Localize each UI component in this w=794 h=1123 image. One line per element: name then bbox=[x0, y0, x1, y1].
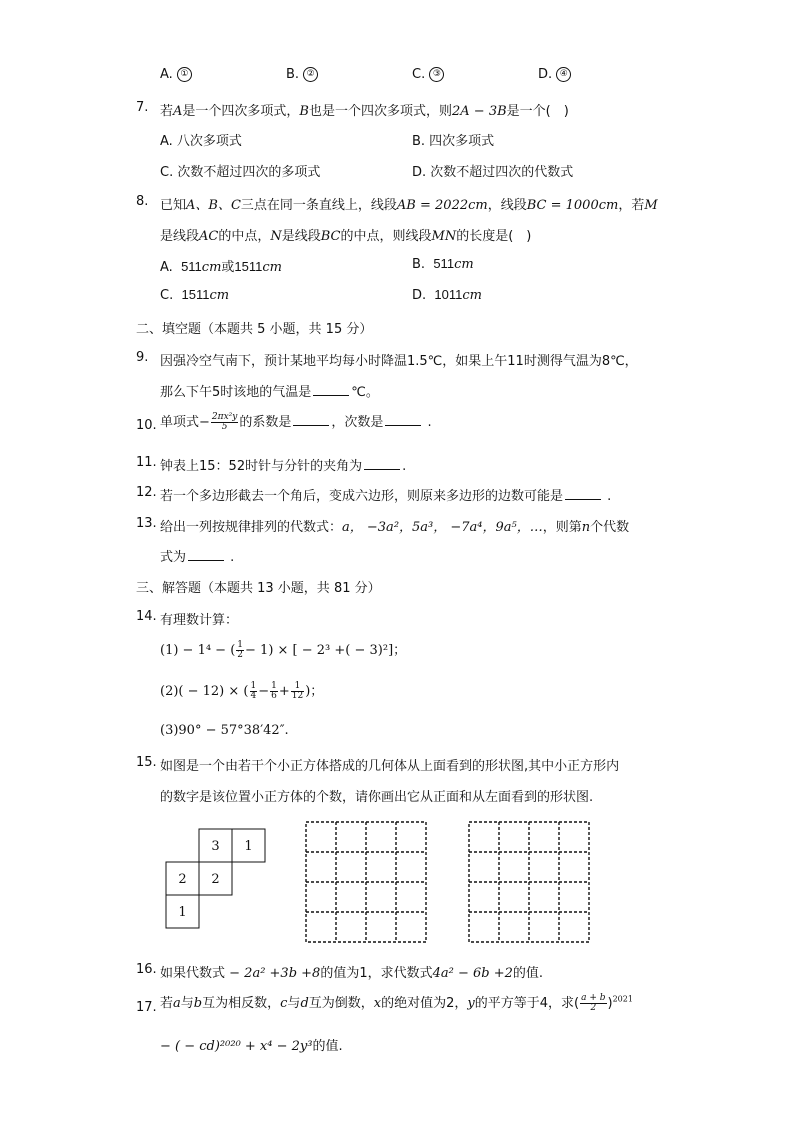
q7-option-b: B. 四次多项式 bbox=[412, 134, 495, 149]
q17-stem-line1: 若a与b互为相反数，c与d互为倒数，x的绝对值为2，y的平方等于4，求( $\frac{a + b}{2}$ )$^{2021}$ bbox=[160, 993, 633, 1013]
q10-fraction: $\frac{\text{2πx²y}}{5}$ bbox=[211, 412, 238, 432]
q11-number: 11. bbox=[136, 455, 157, 470]
q10-stem: 单项式− $\frac{\text{2πx²y}}{5}$ 的系数是 ，次数是 . bbox=[160, 412, 432, 432]
q9-answer-blank[interactable] bbox=[313, 383, 349, 396]
q10-number: 10. bbox=[136, 418, 157, 433]
q9-stem-line1: 因强冷空气南下，预计某地平均每小时降温1.5℃，如果上午11时测得气温为8℃， bbox=[160, 354, 638, 369]
q6-option-a: A. ① bbox=[160, 67, 192, 82]
q9-number: 9. bbox=[136, 350, 149, 365]
q16-stem: 如果代数式 − 2a² +3b +8的值为1，求代数式4a² − 6b +2的值. bbox=[160, 966, 544, 981]
q15-number: 15. bbox=[136, 755, 157, 770]
q6-option-b: B. ② bbox=[286, 67, 318, 82]
cell-r0c1-value: 3 bbox=[211, 839, 220, 854]
section-solution-heading: 三、解答题（本题共 13 小题，共 81 分） bbox=[136, 581, 381, 596]
q15-front-view-grid[interactable] bbox=[305, 821, 429, 945]
q6-option-d: D. ④ bbox=[538, 67, 571, 82]
q12-stem: 若一个多边形截去一个角后，变成六边形，则原来多边形的边数可能是 . bbox=[160, 489, 612, 504]
q7-option-c: C. 次数不超过四次的多项式 bbox=[160, 165, 321, 180]
cell-r1c0-value: 2 bbox=[178, 872, 187, 887]
q12-number: 12. bbox=[136, 485, 157, 500]
q16-number: 16. bbox=[136, 962, 157, 977]
q8-stem-line2: 是线段AC的中点，N是线段BC的中点，则线段MN的长度是( ) bbox=[160, 229, 532, 244]
q11-stem: 钟表上15：52时针与分针的夹角为 . bbox=[160, 459, 407, 474]
cell-r0c2-value: 1 bbox=[244, 839, 253, 854]
q15-left-view-grid[interactable] bbox=[468, 821, 592, 945]
q6-option-c: C. ③ bbox=[412, 67, 444, 82]
section-fill-blank-heading: 二、填空题（本题共 5 小题，共 15 分） bbox=[136, 322, 373, 337]
q14-title: 有理数计算： bbox=[160, 613, 239, 628]
q8-option-d: D. 1011cm bbox=[412, 287, 482, 303]
q13-answer-blank[interactable] bbox=[188, 548, 224, 561]
q15-top-view-figure bbox=[164, 828, 268, 930]
cell-r2c0-value: 1 bbox=[178, 905, 187, 920]
q8-option-a: A. 511cm或1511cm bbox=[160, 259, 282, 275]
q8-option-b: B. 511cm bbox=[412, 256, 474, 272]
q8-stem-line1: 已知A、B、C三点在同一条直线上，线段AB = 2022cm，线段BC = 1000cm，若M bbox=[160, 198, 658, 213]
q8-option-c: C. 1511cm bbox=[160, 287, 230, 303]
q14-part-3: (3)90° − 57°38′42″. bbox=[160, 723, 289, 738]
q11-answer-blank[interactable] bbox=[364, 457, 400, 470]
q7-stem: 若A是一个四次多项式，B也是一个四次多项式，则2A − 3B是一个( ) bbox=[160, 104, 569, 119]
cell-r1c1-value: 2 bbox=[211, 872, 220, 887]
q7-number: 7. bbox=[136, 100, 149, 115]
q14-part-2: (2)( − 12) × ( $\frac{1}{4}$ − $\frac{1}{6}$ + $\frac{1}{12}$ )； bbox=[160, 681, 324, 701]
q14-number: 14. bbox=[136, 609, 157, 624]
q9-stem-line2: 那么下午5时该地的气温是 ℃。 bbox=[160, 385, 379, 400]
q10-degree-blank[interactable] bbox=[385, 413, 421, 426]
q7-option-d: D. 次数不超过四次的代数式 bbox=[412, 165, 574, 180]
q10-coefficient-blank[interactable] bbox=[293, 413, 329, 426]
q15-stem-line1: 如图是一个由若干个小正方体搭成的几何体从上面看到的形状图,其中小正方形内 bbox=[160, 759, 620, 774]
q13-stem-line1: 给出一列按规律排列的代数式：a， −3a²，5a³， −7a⁴，9a⁵，…，则第n个代数 bbox=[160, 520, 630, 535]
q17-number: 17. bbox=[136, 1000, 157, 1015]
q12-answer-blank[interactable] bbox=[565, 487, 601, 500]
q13-number: 13. bbox=[136, 516, 157, 531]
q15-stem-line2: 的数字是该位置小正方体的个数，请你画出它从正面和从左面看到的形状图. bbox=[160, 790, 594, 805]
q17-stem-line2: − ( − cd)²⁰²⁰ + x⁴ − 2y³的值. bbox=[160, 1039, 343, 1054]
q14-part-1: (1) − 1⁴ − ( $\frac{1}{2}$ − 1) × [ − 2³ +( − 3)²]； bbox=[160, 640, 407, 660]
q7-option-a: A. 八次多项式 bbox=[160, 134, 242, 149]
q13-stem-line2: 式为 . bbox=[160, 550, 235, 565]
q8-number: 8. bbox=[136, 194, 149, 209]
